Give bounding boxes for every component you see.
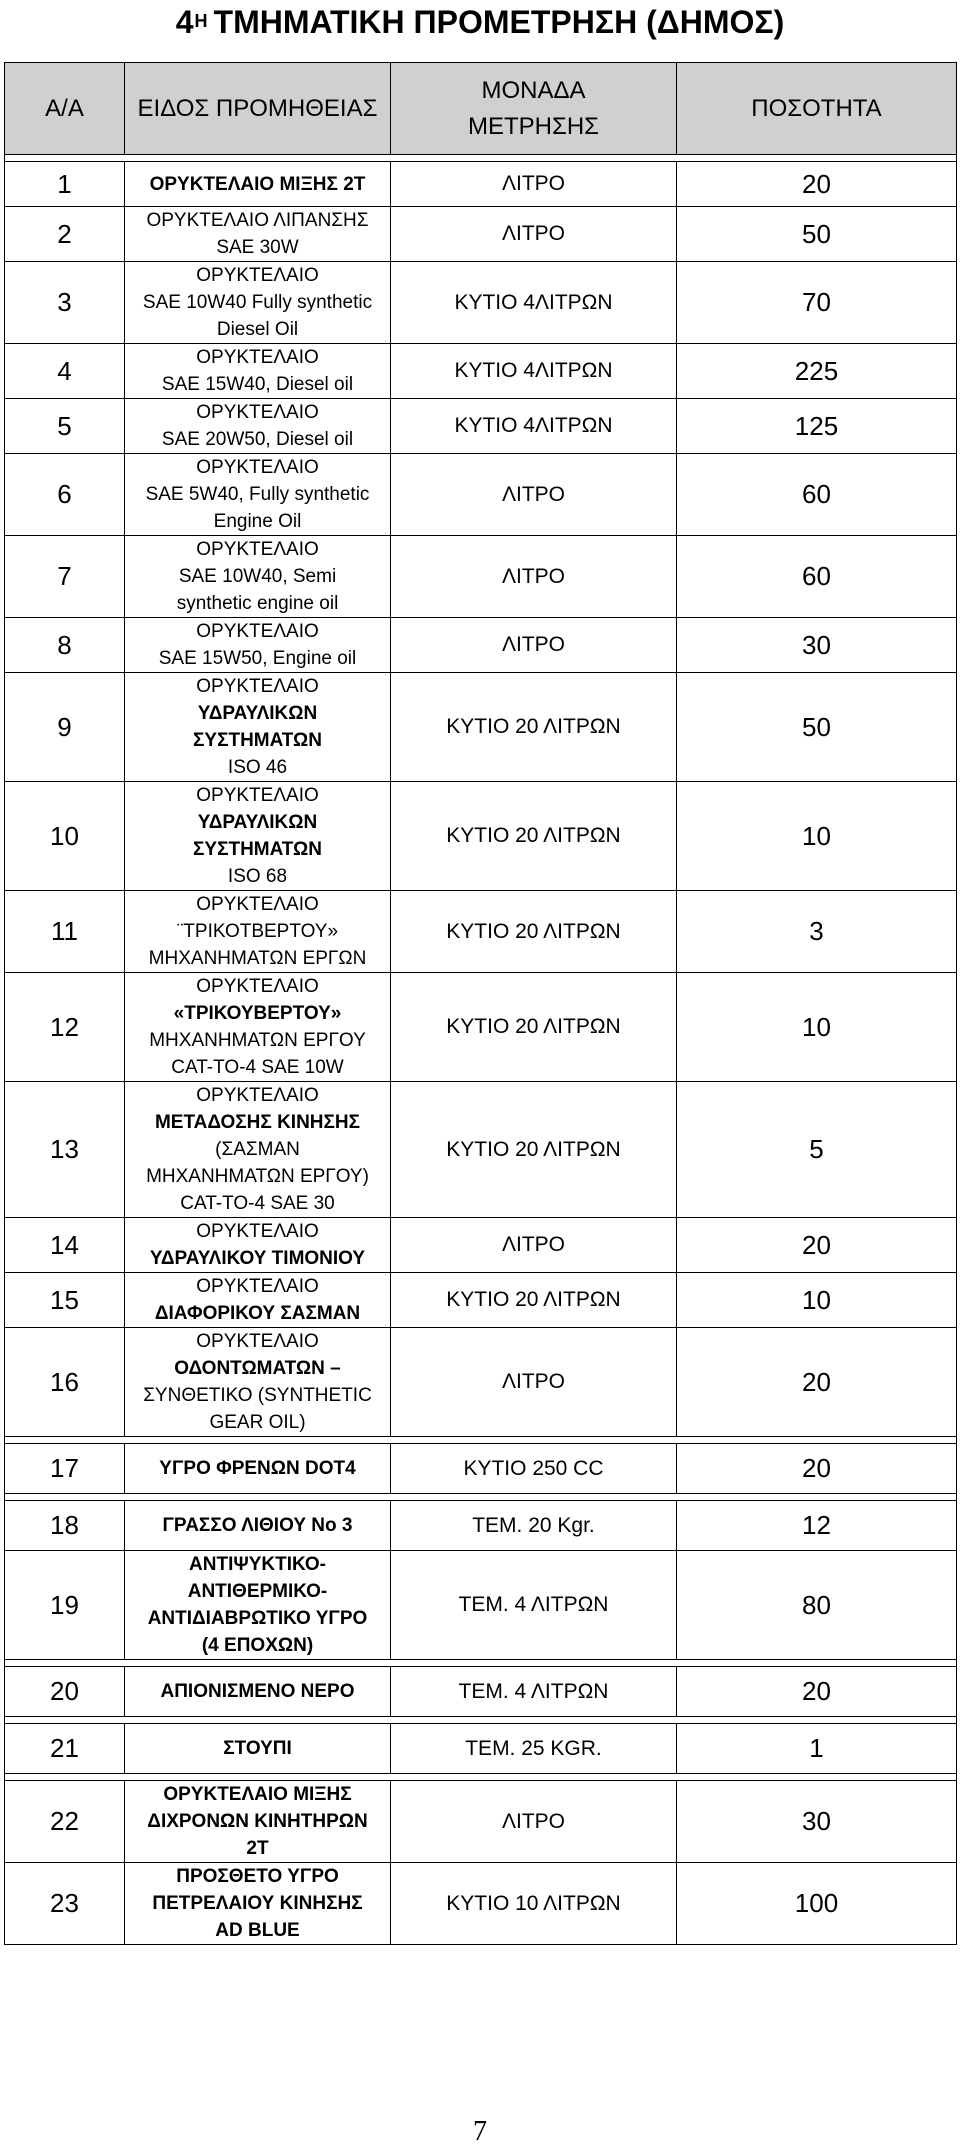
description-cell xyxy=(125,1082,391,1218)
table-row xyxy=(5,1501,957,1551)
row-number-cell: 23 xyxy=(5,1863,125,1945)
table-header-row xyxy=(5,63,957,155)
unit-cell: ΛΙΤΡΟ xyxy=(391,454,677,536)
table-spacer-row xyxy=(5,155,957,162)
description-line: ΟΡΥΚΤΕΛΑΙΟ xyxy=(196,785,319,806)
table-row xyxy=(5,1667,957,1717)
table-spacer-row xyxy=(5,1717,957,1724)
row-number-cell: 18 xyxy=(5,1501,125,1551)
spacer-cell xyxy=(5,1494,957,1501)
description-line: «ΤΡΙΚΟΥΒΕΡΤΟΥ» xyxy=(173,1003,342,1024)
row-number-cell: 8 xyxy=(5,618,125,673)
header-quantity: ΠΟΣΟΤΗΤΑ xyxy=(677,63,957,155)
description-line: ΥΓΡΟ ΦΡΕΝΩΝ DOT4 xyxy=(159,1458,356,1479)
table-row xyxy=(5,1218,957,1273)
row-number-cell: 20 xyxy=(5,1667,125,1717)
quantity-cell: 10 xyxy=(677,1273,957,1328)
table-row xyxy=(5,344,957,399)
description-line: ΥΔΡΑΥΛΙΚΩΝ xyxy=(197,703,318,724)
description-line: ΑΝΤΙΘΕΡΜΙΚΟ- xyxy=(187,1581,328,1602)
unit-cell: ΤΕΜ. 4 ΛΙΤΡΩΝ xyxy=(391,1551,677,1660)
description-line: ¨ΤΡΙΚΟΤΒΕΡΤΟΥ» xyxy=(176,921,339,942)
unit-cell: ΚΥΤΙΟ 20 ΛΙΤΡΩΝ xyxy=(391,782,677,891)
header-unit-line2: ΜΕΤΡΗΣΗΣ xyxy=(467,112,599,140)
description-line: ΔΙΑΦΟΡΙΚΟΥ ΣΑΣΜΑΝ xyxy=(154,1303,361,1324)
row-number-cell: 3 xyxy=(5,262,125,344)
row-number-cell: 9 xyxy=(5,673,125,782)
spacer-cell xyxy=(5,1774,957,1781)
description-cell xyxy=(125,162,391,207)
header-aa: Α/Α xyxy=(5,63,125,155)
quantity-cell: 20 xyxy=(677,1328,957,1437)
description-line: ΠΕΤΡΕΛΑΙΟΥ ΚΙΝΗΣΗΣ xyxy=(152,1893,363,1914)
description-cell xyxy=(125,344,391,399)
unit-cell: ΛΙΤΡΟ xyxy=(391,1781,677,1863)
table-row xyxy=(5,454,957,536)
row-number-cell: 12 xyxy=(5,973,125,1082)
quantity-cell: 20 xyxy=(677,162,957,207)
row-number-cell: 13 xyxy=(5,1082,125,1218)
spacer-cell xyxy=(5,155,957,162)
description-line: ΟΡΥΚΤΕΛΑΙΟ xyxy=(196,539,319,560)
description-line: SAE 15W50, Engine oil xyxy=(158,648,357,669)
description-line: Diesel Oil xyxy=(216,319,299,340)
quantity-cell: 20 xyxy=(677,1218,957,1273)
unit-cell: ΚΥΤΙΟ 20 ΛΙΤΡΩΝ xyxy=(391,891,677,973)
row-number-cell: 7 xyxy=(5,536,125,618)
description-line: ΜΕΤΑΔΟΣΗΣ ΚΙΝΗΣΗΣ xyxy=(154,1112,361,1133)
quantity-cell: 60 xyxy=(677,454,957,536)
description-line: (4 ΕΠΟΧΩΝ) xyxy=(201,1635,314,1656)
table-row xyxy=(5,1551,957,1660)
table-row xyxy=(5,207,957,262)
row-number-cell: 6 xyxy=(5,454,125,536)
unit-cell: ΤΕΜ. 20 Kgr. xyxy=(391,1501,677,1551)
description-cell xyxy=(125,1667,391,1717)
row-number-cell: 1 xyxy=(5,162,125,207)
description-line: SAE 10W40 Fully synthetic xyxy=(142,292,373,313)
title-number: 4 xyxy=(175,4,194,40)
row-number-cell: 2 xyxy=(5,207,125,262)
description-line: ΟΡΥΚΤΕΛΑΙΟ xyxy=(196,347,319,368)
quantity-cell: 5 xyxy=(677,1082,957,1218)
description-line: ΟΡΥΚΤΕΛΑΙΟ ΛΙΠΑΝΣΗΣ xyxy=(146,210,369,231)
description-cell xyxy=(125,1501,391,1551)
description-line: ΑΝΤΙΔΙΑΒΡΩΤΙΚΟ ΥΓΡΟ xyxy=(147,1608,368,1629)
quantity-cell: 20 xyxy=(677,1667,957,1717)
table-row xyxy=(5,1328,957,1437)
description-line: ΟΡΥΚΤΕΛΑΙΟ ΜΙΞΗΣ 2Τ xyxy=(149,173,366,195)
quantity-cell: 10 xyxy=(677,973,957,1082)
quantity-cell: 20 xyxy=(677,1444,957,1494)
description-line: ΟΡΥΚΤΕΛΑΙΟ xyxy=(196,676,319,697)
description-cell xyxy=(125,1724,391,1774)
description-line: SAE 30W xyxy=(216,237,299,258)
description-line: ΥΔΡΑΥΛΙΚΟΥ ΤΙΜΟΝΙΟΥ xyxy=(149,1248,366,1269)
description-line: CAT-TO-4 SAE 10W xyxy=(171,1057,344,1078)
unit-cell: ΚΥΤΙΟ 4ΛΙΤΡΩΝ xyxy=(391,262,677,344)
row-number-cell: 22 xyxy=(5,1781,125,1863)
page-title xyxy=(0,2,960,47)
table-spacer-row xyxy=(5,1774,957,1781)
unit-cell: ΚΥΤΙΟ 4ΛΙΤΡΩΝ xyxy=(391,399,677,454)
unit-cell: ΚΥΤΙΟ 20 ΛΙΤΡΩΝ xyxy=(391,1273,677,1328)
quantity-cell: 10 xyxy=(677,782,957,891)
quantity-cell: 1 xyxy=(677,1724,957,1774)
description-line: ΠΡΟΣΘΕΤΟ ΥΓΡΟ xyxy=(176,1866,339,1887)
page-number: 7 xyxy=(473,2116,487,2147)
title-text: ΤΜΗΜΑΤΙΚΗ ΠΡΟΜΕΤΡΗΣΗ (ΔΗΜΟΣ) xyxy=(213,4,785,40)
spacer-cell xyxy=(5,1717,957,1724)
row-number-cell: 11 xyxy=(5,891,125,973)
description-line: ΣΤΟΥΠΙ xyxy=(223,1738,292,1759)
row-number-cell: 14 xyxy=(5,1218,125,1273)
header-unit xyxy=(391,63,677,155)
spacer-cell xyxy=(5,1437,957,1444)
description-line: ΟΡΥΚΤΕΛΑΙΟ xyxy=(196,1085,319,1106)
table-row xyxy=(5,618,957,673)
quantity-cell: 30 xyxy=(677,1781,957,1863)
row-number-cell: 15 xyxy=(5,1273,125,1328)
quantity-cell: 125 xyxy=(677,399,957,454)
description-cell xyxy=(125,536,391,618)
table-row xyxy=(5,1273,957,1328)
description-cell xyxy=(125,207,391,262)
description-cell xyxy=(125,262,391,344)
quantity-cell: 12 xyxy=(677,1501,957,1551)
description-line: ΟΡΥΚΤΕΛΑΙΟ xyxy=(196,457,319,478)
header-unit-line1: ΜΟΝΑΔΑ xyxy=(481,76,586,104)
table-row xyxy=(5,1444,957,1494)
table-row xyxy=(5,1724,957,1774)
table-spacer-row xyxy=(5,1660,957,1667)
description-line: SAE 20W50, Diesel oil xyxy=(161,429,354,450)
quantity-cell: 60 xyxy=(677,536,957,618)
description-line: ΜΗΧΑΝΗΜΑΤΩΝ ΕΡΓΩΝ xyxy=(148,948,367,969)
description-line: ΜΗΧΑΝΗΜΑΤΩΝ ΕΡΓΟΥ xyxy=(149,1030,366,1051)
description-line: ΑΠΙΟΝΙΣΜΕΝΟ ΝΕΡΟ xyxy=(160,1681,355,1702)
description-line: ΟΡΥΚΤΕΛΑΙΟ xyxy=(196,265,319,286)
table-row xyxy=(5,673,957,782)
description-line: ISO 46 xyxy=(227,757,288,778)
quantity-cell: 50 xyxy=(677,673,957,782)
description-cell xyxy=(125,891,391,973)
description-line: (ΣΑΣΜΑΝ xyxy=(215,1139,300,1160)
row-number-cell: 21 xyxy=(5,1724,125,1774)
table-row xyxy=(5,1863,957,1945)
description-line: synthetic engine oil xyxy=(176,593,339,614)
quantity-cell: 70 xyxy=(677,262,957,344)
description-line: ΣΥΣΤΗΜΑΤΩΝ xyxy=(193,839,322,860)
unit-cell: ΚΥΤΙΟ 20 ΛΙΤΡΩΝ xyxy=(391,973,677,1082)
table-row xyxy=(5,782,957,891)
header-description: ΕΙΔΟΣ ΠΡΟΜΗΘΕΙΑΣ xyxy=(125,63,391,155)
table-row xyxy=(5,162,957,207)
description-line: ΣΥΣΤΗΜΑΤΩΝ xyxy=(193,730,322,751)
table-row xyxy=(5,973,957,1082)
row-number-cell: 10 xyxy=(5,782,125,891)
table-body xyxy=(5,155,957,1945)
description-line: ΣΥΝΘΕΤΙΚΟ (SYNTHETIC xyxy=(143,1385,372,1406)
description-line: AD BLUE xyxy=(215,1920,300,1941)
description-line: ΟΡΥΚΤΕΛΑΙΟ ΜΙΞΗΣ xyxy=(163,1784,352,1805)
description-line: ΟΡΥΚΤΕΛΑΙΟ xyxy=(196,621,319,642)
title-superscript: Η xyxy=(194,11,208,31)
unit-cell: ΛΙΤΡΟ xyxy=(391,618,677,673)
table-row xyxy=(5,1781,957,1863)
unit-cell: ΚΥΤΙΟ 4ΛΙΤΡΩΝ xyxy=(391,344,677,399)
description-line: ΟΡΥΚΤΕΛΑΙΟ xyxy=(196,1331,319,1352)
row-number-cell: 4 xyxy=(5,344,125,399)
description-line: ΑΝΤΙΨΥΚΤΙΚΟ- xyxy=(189,1554,326,1575)
description-cell xyxy=(125,1863,391,1945)
description-cell xyxy=(125,673,391,782)
description-cell xyxy=(125,1444,391,1494)
table-row xyxy=(5,262,957,344)
description-cell xyxy=(125,782,391,891)
description-cell xyxy=(125,454,391,536)
table-row xyxy=(5,1082,957,1218)
unit-cell: ΚΥΤΙΟ 250 CC xyxy=(391,1444,677,1494)
description-cell xyxy=(125,618,391,673)
description-line: CAT-TO-4 SAE 30 xyxy=(180,1193,335,1214)
description-line: 2Τ xyxy=(246,1838,269,1859)
unit-cell: ΤΕΜ. 25 KGR. xyxy=(391,1724,677,1774)
procurement-table xyxy=(4,62,957,1945)
description-line: ΔΙΧΡΟΝΩΝ ΚΙΝΗΤΗΡΩΝ xyxy=(147,1811,368,1832)
description-line: ISO 68 xyxy=(227,866,288,887)
table-spacer-row xyxy=(5,1437,957,1444)
unit-cell: ΛΙΤΡΟ xyxy=(391,1218,677,1273)
quantity-cell: 225 xyxy=(677,344,957,399)
description-line: ΓΡΑΣΣΟ ΛΙΘΙΟΥ Νο 3 xyxy=(162,1515,353,1536)
description-line: Engine Oil xyxy=(213,511,302,532)
row-number-cell: 16 xyxy=(5,1328,125,1437)
unit-cell: ΛΙΤΡΟ xyxy=(391,536,677,618)
description-cell xyxy=(125,1781,391,1863)
row-number-cell: 17 xyxy=(5,1444,125,1494)
quantity-cell: 80 xyxy=(677,1551,957,1660)
unit-cell: ΛΙΤΡΟ xyxy=(391,1328,677,1437)
unit-cell: ΚΥΤΙΟ 20 ΛΙΤΡΩΝ xyxy=(391,673,677,782)
unit-cell: ΛΙΤΡΟ xyxy=(391,162,677,207)
description-line: SAE 15W40, Diesel oil xyxy=(161,374,354,395)
description-cell xyxy=(125,1551,391,1660)
unit-cell: ΚΥΤΙΟ 10 ΛΙΤΡΩΝ xyxy=(391,1863,677,1945)
description-line: ΟΡΥΚΤΕΛΑΙΟ xyxy=(196,894,319,915)
table-spacer-row xyxy=(5,1494,957,1501)
unit-cell: ΚΥΤΙΟ 20 ΛΙΤΡΩΝ xyxy=(391,1082,677,1218)
description-line: SAE 10W40, Semi xyxy=(178,566,337,587)
description-line: ΟΡΥΚΤΕΛΑΙΟ xyxy=(196,402,319,423)
unit-cell: ΛΙΤΡΟ xyxy=(391,207,677,262)
quantity-cell: 100 xyxy=(677,1863,957,1945)
description-line: ΟΔΟΝΤΩΜΑΤΩΝ – xyxy=(174,1358,341,1379)
unit-cell: ΤΕΜ. 4 ΛΙΤΡΩΝ xyxy=(391,1667,677,1717)
description-line: ΜΗΧΑΝΗΜΑΤΩΝ ΕΡΓΟΥ) xyxy=(146,1166,369,1187)
description-line: ΥΔΡΑΥΛΙΚΩΝ xyxy=(197,812,318,833)
table-row xyxy=(5,891,957,973)
description-line: SAE 5W40, Fully synthetic xyxy=(145,484,370,505)
description-cell xyxy=(125,1218,391,1273)
quantity-cell: 3 xyxy=(677,891,957,973)
description-cell xyxy=(125,1328,391,1437)
description-line: ΟΡΥΚΤΕΛΑΙΟ xyxy=(196,1276,319,1297)
spacer-cell xyxy=(5,1660,957,1667)
description-line: ΟΡΥΚΤΕΛΑΙΟ xyxy=(196,976,319,997)
description-cell xyxy=(125,973,391,1082)
description-cell xyxy=(125,399,391,454)
row-number-cell: 19 xyxy=(5,1551,125,1660)
description-cell xyxy=(125,1273,391,1328)
description-line: ΟΡΥΚΤΕΛΑΙΟ xyxy=(196,1221,319,1242)
row-number-cell: 5 xyxy=(5,399,125,454)
table-row xyxy=(5,399,957,454)
quantity-cell: 50 xyxy=(677,207,957,262)
description-line: GEAR OIL) xyxy=(209,1412,306,1433)
quantity-cell: 30 xyxy=(677,618,957,673)
table-row xyxy=(5,536,957,618)
